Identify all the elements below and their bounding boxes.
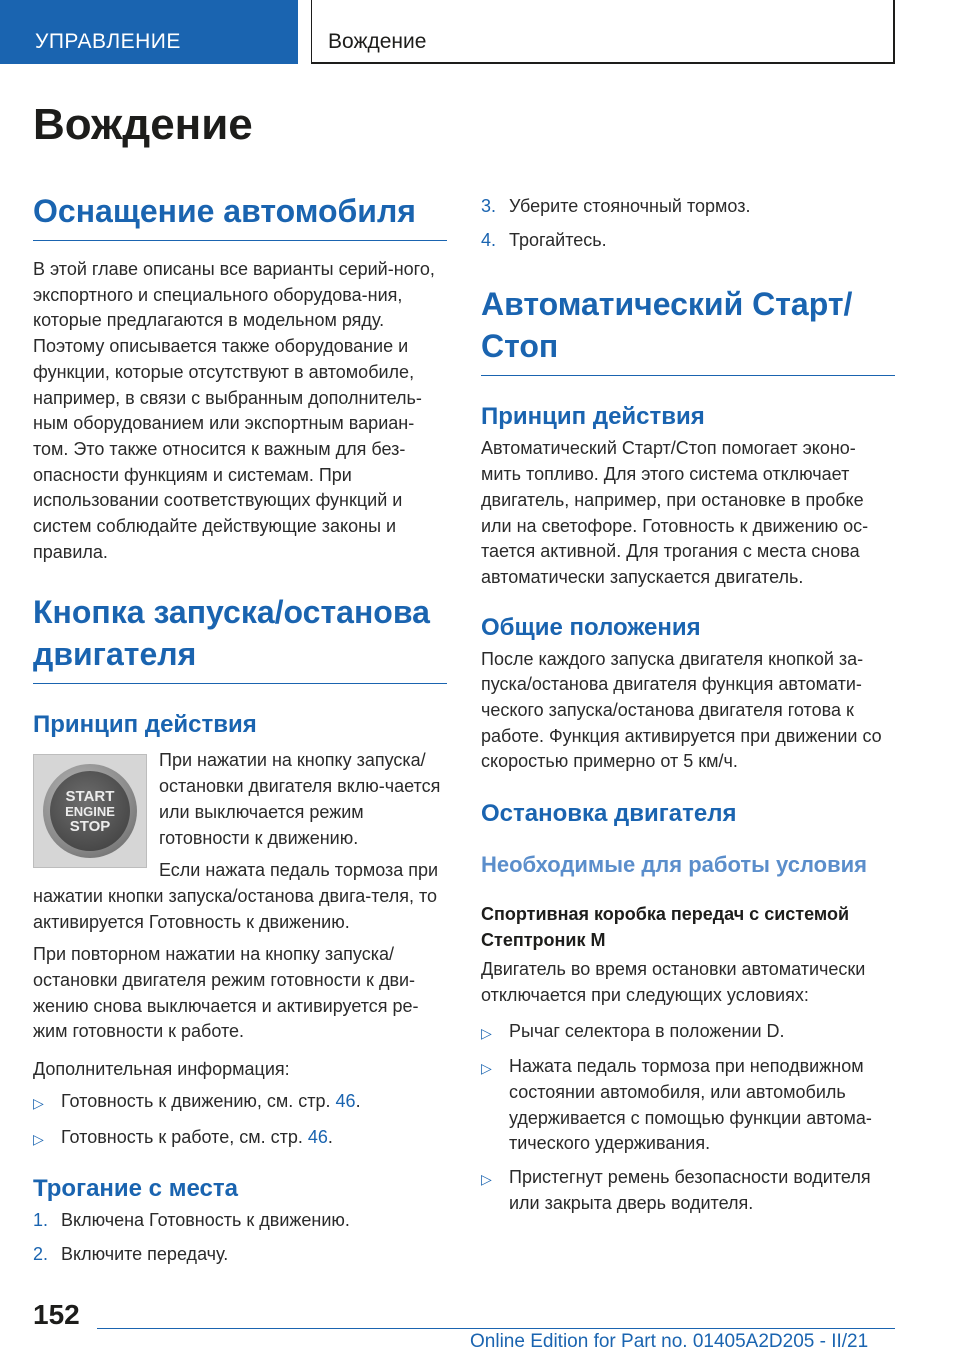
equipment-heading: Оснащение автомобиля (33, 193, 416, 229)
list-item (33, 1125, 447, 1153)
start-stop-button-heading: Кнопка запуска/останова двигателя (33, 594, 430, 673)
left-column (33, 190, 447, 1268)
button-ring (43, 764, 137, 858)
pull-away-steps (33, 1208, 447, 1267)
list-item-end: . (327, 1126, 333, 1147)
button-label-start: START (65, 787, 115, 805)
list-item-text: Рычаг селектора в положении D. (509, 1020, 785, 1041)
page-number: 152 (33, 1299, 80, 1330)
button-principle-text-2: Если нажата педаль тормоза при нажатии кнопки запуска/останова двига-теля, то активируется Готовность к движению. (33, 860, 439, 932)
equipment-text: В этой главе описаны все варианты серий-ного, экспортного и специального оборудова-ния, которые предлагаются в модельном ряду. Поэтому описывается также оборудование и функции, которые отсутствуют в автомобиле, например, в связи с выбранным дополнитель-ным оборудованием или экспортным вариан-том. Это также относится к важным для без-опасности функциям и системам. При использовании соответствующих функций и систем соблюдайте действующие законы и правила. (33, 259, 435, 562)
step-text: Включите передачу. (61, 1243, 229, 1264)
heading-rule (481, 375, 895, 376)
page-title: Вождение (33, 100, 253, 149)
step-number: 2. (33, 1243, 49, 1264)
step-number: 3. (481, 196, 497, 216)
step-number: 1. (33, 1210, 49, 1231)
list-item (481, 1054, 895, 1157)
list-item-text (61, 1089, 361, 1117)
list-item (33, 1242, 447, 1268)
footer-rule (97, 1328, 895, 1329)
button-principle-block (33, 748, 447, 935)
chapter-title: Вождение (311, 0, 895, 64)
page-link[interactable]: 46 (307, 1126, 328, 1147)
list-item (481, 1165, 895, 1216)
step-number: 4. (481, 229, 497, 250)
list-item-text: Пристегнут ремень безопасности водителя или закрыта дверь водителя. (509, 1167, 871, 1213)
list-item (481, 228, 895, 254)
right-column (481, 190, 895, 1216)
list-item-label: Готовность к движению, см. стр. (61, 1090, 336, 1111)
button-label-engine: ENGINE (65, 803, 115, 819)
triangle-bullet-icon: ▷ (33, 1094, 44, 1111)
triangle-bullet-icon: ▷ (481, 1171, 492, 1188)
step-text: Включена Готовность к движению. (61, 1210, 350, 1231)
gearbox-heading: Спортивная коробка передач с системой Стептроник M (481, 904, 850, 951)
pull-away-steps-continued (481, 194, 895, 253)
heading-rule (33, 240, 447, 241)
list-item-text (61, 1125, 333, 1153)
button-principle-text-1: При нажатии на кнопку запуска/ остановки двигателя вклю-чается или выключается режим готовности к движению. (159, 750, 441, 848)
general-heading: Общие положения (481, 613, 701, 641)
start-engine-stop-icon (50, 771, 130, 851)
auto-principle-text: Автоматический Старт/Стоп помогает эконо-мить топливо. Для этого система отключает двигатель, например, при остановке в пробке или на светофоре. Готовность к движению ос-тается активной. Для трогания с места снова автоматически запускается двигатель. (481, 438, 869, 587)
list-item-end: . (355, 1090, 361, 1111)
page-link[interactable]: 46 (335, 1090, 356, 1111)
auto-start-stop-heading: Автоматический Старт/ Стоп (481, 286, 853, 365)
heading-rule (33, 683, 447, 684)
engine-stop-heading: Остановка двигателя (481, 800, 737, 828)
section-tab: УПРАВЛЕНИЕ (0, 0, 298, 64)
more-info-list (33, 1089, 447, 1152)
step-text: Трогайтесь. (509, 229, 607, 250)
triangle-bullet-icon: ▷ (481, 1060, 492, 1077)
button-principle-text-3: При повторном нажатии на кнопку запуска/ остановки двигателя режим готовности к дви-жению снова выключается и активируется ре-жим готовности к работе. (33, 944, 419, 1042)
button-principle-heading: Принцип действия (33, 711, 257, 739)
triangle-bullet-icon: ▷ (481, 1024, 492, 1041)
list-item (33, 1089, 447, 1117)
pull-away-heading: Трогание с места (33, 1175, 238, 1203)
list-item-text: Нажата педаль тормоза при неподвижном состоянии автомобиля, или автомобиль удерживается с помощью функции автома-тического удерживания. (509, 1056, 872, 1154)
list-item (481, 1019, 895, 1047)
list-item (481, 194, 895, 220)
conditions-list (481, 1019, 895, 1217)
conditions-heading: Необходимые для работы условия (481, 852, 867, 878)
gearbox-text: Двигатель во время остановки автоматически отключается при следующих условиях: (481, 959, 866, 1005)
auto-principle-heading: Принцип действия (481, 403, 705, 431)
triangle-bullet-icon: ▷ (33, 1130, 44, 1147)
start-stop-button-image (33, 754, 147, 868)
list-item (33, 1208, 447, 1234)
footer-edition: Online Edition for Part no. 01405A2D205 - II/21 (470, 1331, 869, 1352)
more-info-label: Дополнительная информация: (33, 1059, 290, 1080)
general-text: После каждого запуска двигателя кнопкой за-пуска/останова двигателя функция автомати-ческого запуска/останова двигателя готова к работе. Функция активируется при движении со скоростью примерно от 5 км/ч. (481, 648, 882, 772)
list-item-label: Готовность к работе, см. стр. (61, 1126, 308, 1147)
step-text: Уберите стояночный тормоз. (509, 196, 751, 216)
button-label-stop: STOP (69, 817, 111, 835)
